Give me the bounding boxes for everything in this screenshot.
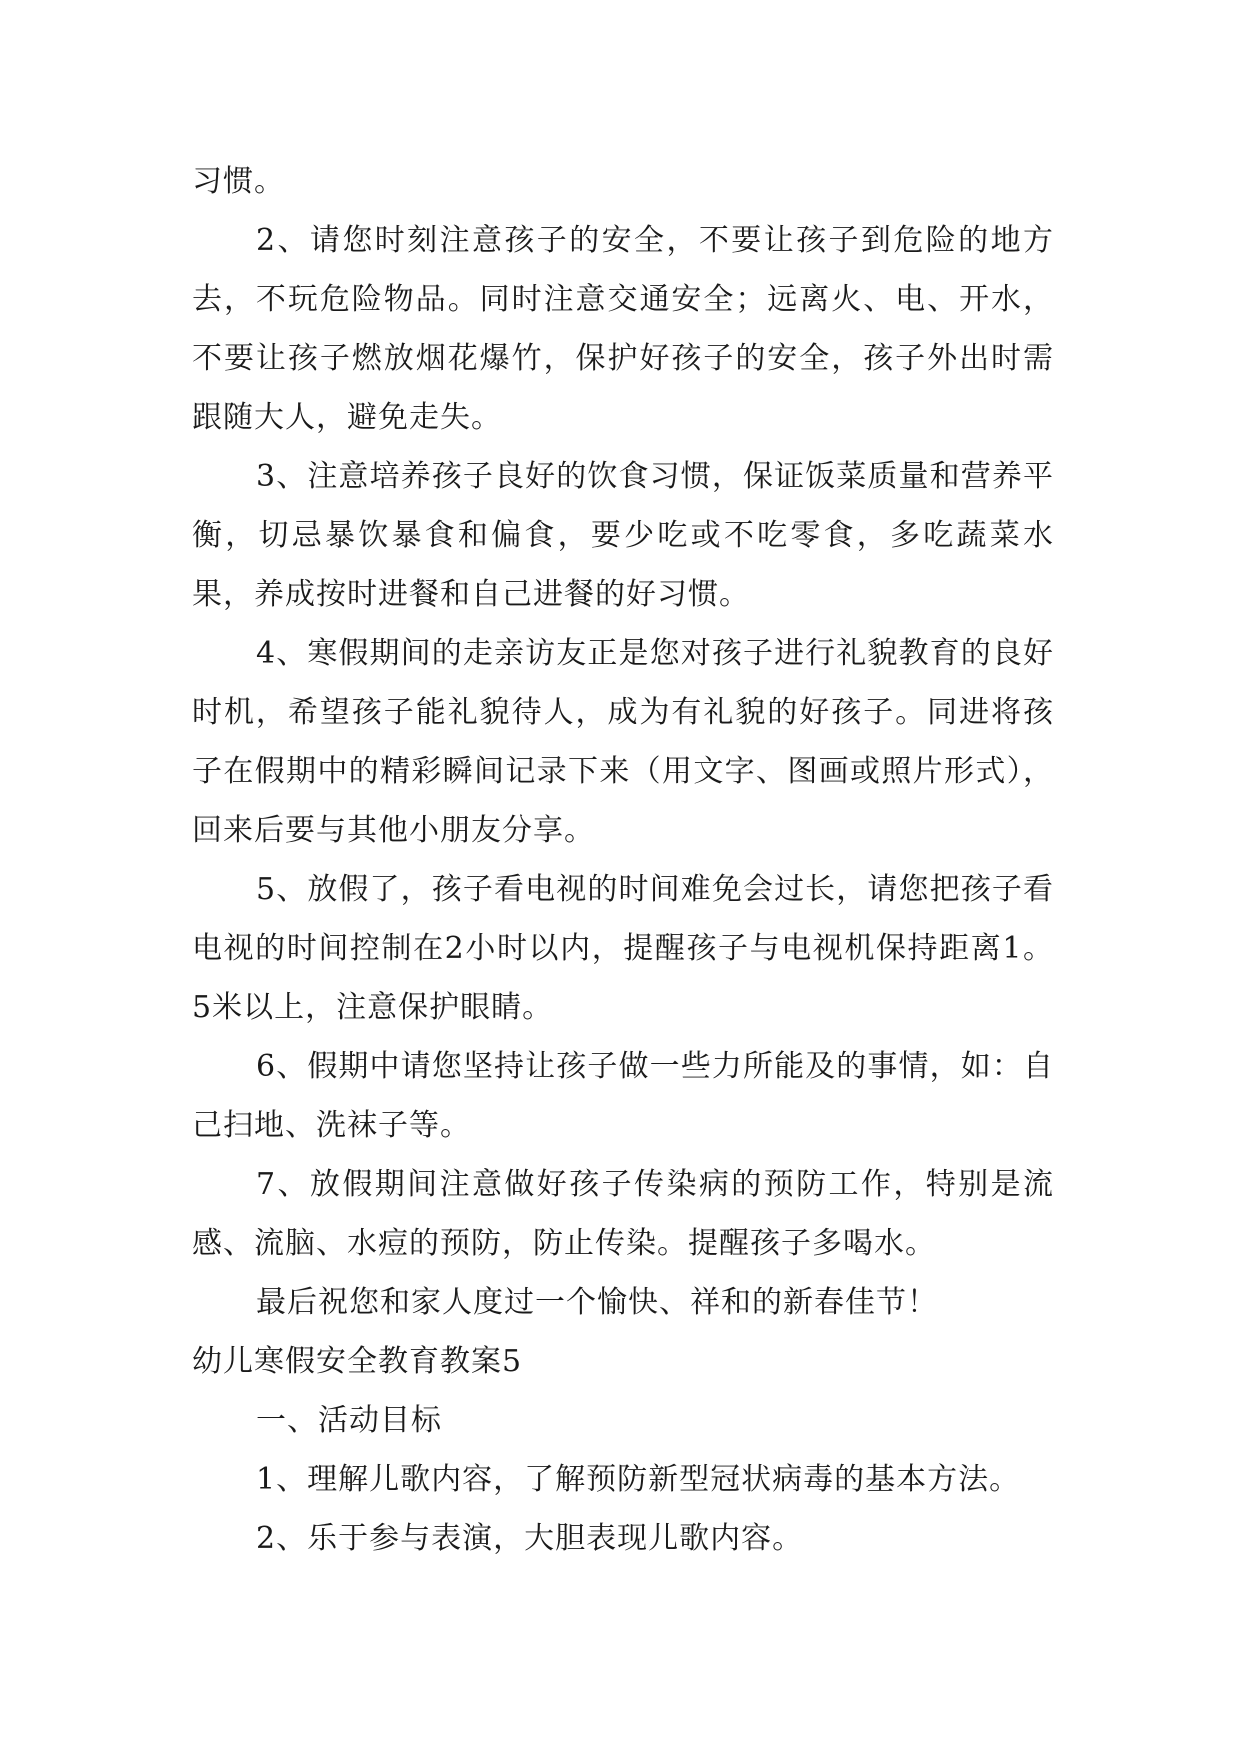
section-subheading: 一、活动目标: [256, 1403, 442, 1438]
paragraph-continued: 习惯。: [192, 164, 285, 199]
paragraph-item-2: 2、请您时刻注意孩子的安全，不要让孩子到危险的地方去，不玩危险物品。同时注意交通安全；远离火、电、开水，不要让孩子燃放烟花爆竹，保护好孩子的安全，孩子外出时需跟随大人，避免走失。: [192, 223, 1054, 435]
goal-item-1: 1、理解儿歌内容，了解预防新型冠状病毒的基本方法。: [256, 1462, 1021, 1497]
paragraph-item-4: 4、寒假期间的走亲访友正是您对孩子进行礼貌教育的良好时机，希望孩子能礼貌待人，成为有礼貌的好孩子。同进将孩子在假期中的精彩瞬间记录下来（用文字、图画或照片形式），回来后要与其他小朋友分享。: [192, 636, 1054, 848]
closing-greeting: 最后祝您和家人度过一个愉快、祥和的新春佳节！: [256, 1285, 938, 1320]
document-body: [192, 152, 1054, 1568]
paragraph-item-7: 7、放假期间注意做好孩子传染病的预防工作，特别是流感、流脑、水痘的预防，防止传染。提醒孩子多喝水。: [192, 1167, 1054, 1261]
paragraph-item-5: 5、放假了，孩子看电视的时间难免会过长，请您把孩子看电视的时间控制在2小时以内，提醒孩子与电视机保持距离1。5米以上，注意保护眼睛。: [192, 872, 1054, 1025]
paragraph-item-6: 6、假期中请您坚持让孩子做一些力所能及的事情，如：自己扫地、洗袜子等。: [192, 1049, 1054, 1143]
paragraph-item-3: 3、注意培养孩子良好的饮食习惯，保证饭菜质量和营养平衡，切忌暴饮暴食和偏食，要少吃或不吃零食，多吃蔬菜水果，养成按时进餐和自己进餐的好习惯。: [192, 459, 1054, 612]
goal-item-2: 2、乐于参与表演，大胆表现儿歌内容。: [256, 1521, 804, 1556]
section-title: 幼儿寒假安全教育教案5: [192, 1344, 523, 1379]
